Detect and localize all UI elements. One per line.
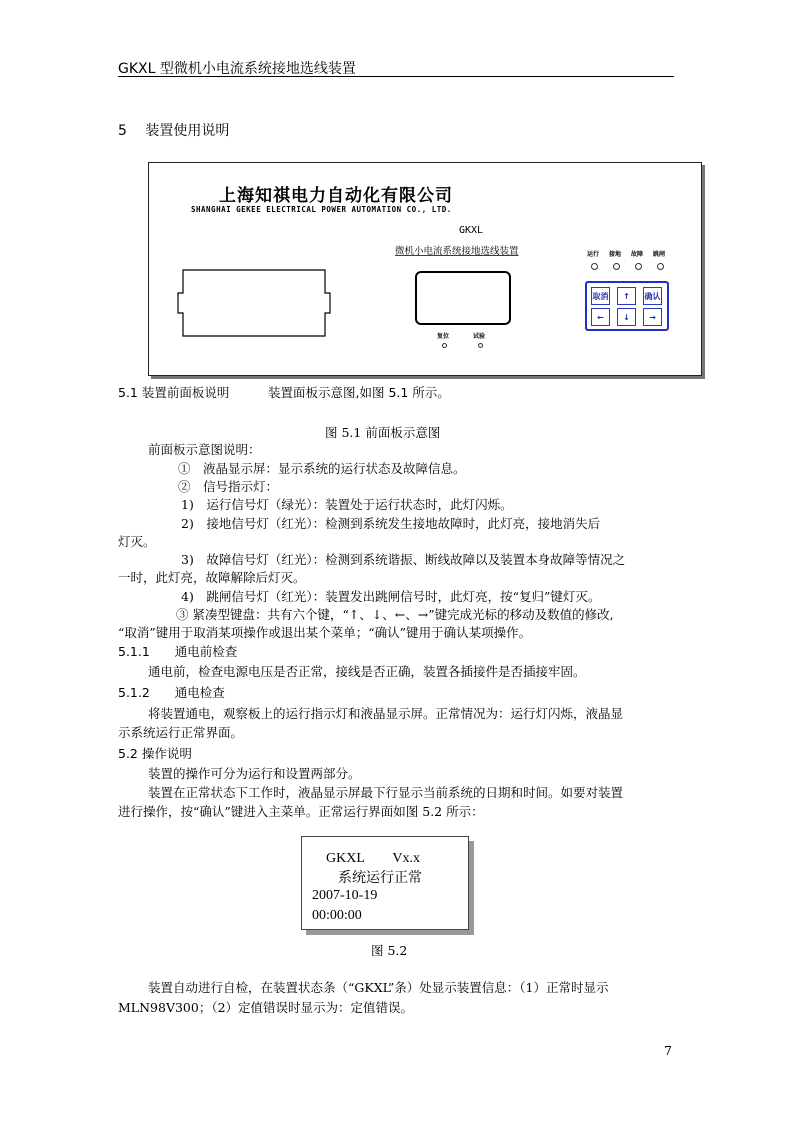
product-name: 微机小电流系统接地选线装置 — [395, 246, 519, 257]
section-5-1-2-text-b: 示系统运行正常界面。 — [118, 725, 244, 740]
section-5-2-p2b: 进行操作，按“确认”键进入主菜单。正常运行界面如图 5.2 所示： — [118, 804, 484, 819]
lcd-line-status: 系统运行正常 — [338, 870, 422, 886]
desc-sub-2a: 2) 接地信号灯（红光）：检测到系统发生接地故障时，此灯亮，接地消失后 — [181, 516, 601, 531]
front-panel-figure — [148, 162, 702, 376]
desc-sub-2b: 灯灭。 — [118, 534, 156, 549]
desc-item-2: ② 信号指示灯： — [178, 479, 279, 494]
desc-sub-3a: 3) 故障信号灯（红光）：检测到系统谐振、断线故障以及装置本身故障等情况之 — [181, 552, 626, 567]
cancel-key[interactable]: 取消 — [591, 287, 610, 305]
led-label-ground: 接地 — [609, 251, 622, 258]
running-header: GKXL 型微机小电流系统接地选线装置 — [118, 61, 356, 77]
confirm-key[interactable]: 确认 — [643, 287, 662, 305]
led-label-fault: 故障 — [631, 251, 644, 258]
reset-button[interactable] — [442, 343, 447, 348]
section-5-title: 5 装置使用说明 — [118, 123, 230, 139]
lcd-line-time: 00:00:00 — [312, 908, 362, 923]
section-5-1-1-text: 通电前，检查电源电压是否正常，接线是否正确，装置各插接件是否插接牢固。 — [148, 664, 586, 679]
section-5-2-p1: 装置的操作可分为运行和设置两部分。 — [148, 766, 361, 781]
right-key[interactable]: → — [643, 308, 662, 326]
reset-label: 复位 — [437, 333, 450, 340]
page-number: 7 — [664, 1043, 672, 1058]
left-key[interactable]: ← — [591, 308, 610, 326]
desc-item-3b: “取消”键用于取消某项操作或退出某个菜单；“确认”键用于确认某项操作。 — [118, 625, 532, 640]
lcd-screen — [415, 271, 511, 325]
final-paragraph-b: MLN98V300；（2）定值错误时显示为：定值错误。 — [118, 1000, 414, 1015]
test-button[interactable] — [478, 343, 483, 348]
section-5-1-1-title: 5.1.1 通电前检查 — [118, 644, 238, 659]
section-5-1-text: 装置面板示意图,如图 5.1 所示。 — [268, 385, 450, 400]
lcd-display-figure — [301, 836, 469, 930]
figure-5-1-caption: 图 5.1 前面板示意图 — [325, 425, 441, 440]
led-trip-indicator — [657, 263, 664, 270]
connector-slot-outline — [177, 268, 331, 338]
section-5-1-2-text-a: 将装置通电，观察板上的运行指示灯和液晶显示屏。正常情况为：运行灯闪烁，液晶显 — [148, 706, 624, 721]
section-5-1-2-title: 5.1.2 通电检查 — [118, 685, 225, 700]
final-paragraph-a: 装置自动进行自检，在装置状态条（“GKXL”条）处显示装置信息：（1）正常时显示 — [148, 980, 609, 995]
figure-5-2-caption: 图 5.2 — [371, 943, 408, 958]
led-fault-indicator — [635, 263, 642, 270]
keypad — [585, 281, 669, 331]
desc-item-1: ① 液晶显示屏：显示系统的运行状态及故障信息。 — [178, 461, 466, 476]
model-label: GKXL — [459, 225, 484, 236]
led-label-run: 运行 — [587, 251, 600, 258]
section-5-2-p2a: 装置在正常状态下工作时，液晶显示屏最下行显示当前系统的日期和时间。如要对装置 — [148, 785, 624, 800]
led-label-trip: 跳闸 — [653, 251, 666, 258]
section-5-1-title: 5.1 装置前面板说明 — [118, 385, 230, 400]
company-name-cn: 上海知祺电力自动化有限公司 — [219, 186, 453, 206]
desc-sub-1: 1) 运行信号灯（绿光）：装置处于运行状态时，此灯闪烁。 — [181, 497, 513, 512]
desc-sub-3b: 一时，此灯亮，故障解除后灯灭。 — [118, 570, 306, 585]
desc-item-3a: ③ 紧凑型键盘：共有六个键，“↑、↓、←、→”键完成光标的移动及数值的修改, — [176, 607, 614, 622]
lcd-line-model-version: GKXL Vx.x — [326, 851, 420, 866]
down-key[interactable]: ↓ — [617, 308, 636, 326]
lcd-line-date: 2007-10-19 — [312, 888, 378, 903]
header-rule — [118, 76, 674, 77]
desc-sub-4: 4) 跳闸信号灯（红光）：装置发出跳闸信号时，此灯亮，按“复归”键灯灭。 — [181, 589, 601, 604]
desc-intro: 前面板示意图说明： — [148, 442, 261, 457]
up-key[interactable]: ↑ — [617, 287, 636, 305]
company-name-en: SHANGHAI GEKEE ELECTRICAL POWER AUTOMATION CO., LTD. — [191, 205, 452, 214]
section-5-2-title: 5.2 操作说明 — [118, 746, 192, 761]
test-label: 试验 — [473, 333, 486, 340]
led-ground-indicator — [613, 263, 620, 270]
led-run-indicator — [591, 263, 598, 270]
